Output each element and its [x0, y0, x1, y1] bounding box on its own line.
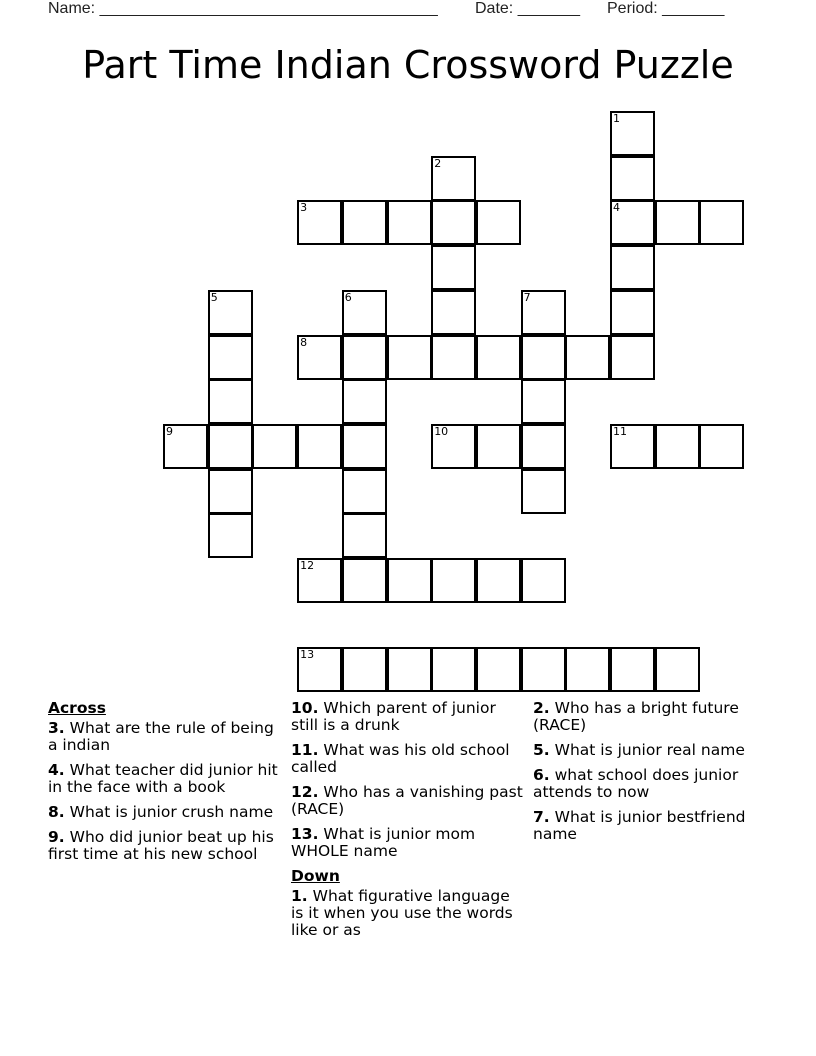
- across-heading: Across: [48, 699, 106, 717]
- grid-cell: [342, 647, 387, 692]
- grid-cell: [610, 245, 655, 290]
- clue-across-9: 9. Who did junior beat up his first time at his new school: [48, 828, 274, 863]
- clue-number: 10: [434, 424, 449, 438]
- grid-cell: [297, 200, 342, 245]
- grid-cell: [699, 424, 744, 469]
- grid-cell: [655, 200, 700, 245]
- grid-cell: [431, 335, 476, 380]
- grid-cell: [431, 558, 476, 603]
- clue-down-5: 5. What is junior real name: [533, 741, 745, 759]
- grid-cell: [387, 647, 432, 692]
- grid-cell: [342, 558, 387, 603]
- clue-down-1: 1. What figurative language is it when you use the words like or as: [291, 887, 513, 939]
- grid-cell: [431, 200, 476, 245]
- name-field-label: Name: ______________________________________: [48, 0, 438, 17]
- clue-number: 1: [613, 112, 620, 125]
- clues-column-1: [48, 700, 280, 871]
- clue-number: 9: [166, 424, 173, 438]
- grid-cell: [342, 469, 387, 514]
- grid-cell: [610, 335, 655, 380]
- clue-across-4: 4. What teacher did junior hit in the face with a book: [48, 761, 278, 796]
- date-field-label: Date: _______: [475, 0, 580, 17]
- grid-cell: [521, 469, 566, 514]
- grid-cell: [342, 200, 387, 245]
- clue-across-12: 12. Who has a vanishing past (RACE): [291, 783, 523, 818]
- grid-cell: [521, 647, 566, 692]
- clue-number: 6: [344, 290, 352, 304]
- clue-across-8: 8. What is junior crush name: [48, 803, 274, 821]
- grid-cell: [476, 647, 521, 692]
- clue-number: 13: [300, 648, 315, 662]
- grid-cell: [521, 290, 566, 335]
- grid-cell: [431, 245, 476, 290]
- grid-cell: [208, 335, 253, 380]
- grid-cell: [521, 335, 566, 380]
- clue-across-10: 10. Which parent of junior still is a drunk: [291, 699, 496, 734]
- grid-cell: [476, 424, 521, 469]
- grid-cell: [297, 335, 342, 380]
- grid-cell: [610, 156, 655, 201]
- grid-cell: [387, 558, 432, 603]
- grid-cell: [610, 290, 655, 335]
- grid-cell: [431, 647, 476, 692]
- grid-cell: [208, 290, 253, 335]
- clue-number: 2: [434, 156, 442, 170]
- grid-cell: [342, 335, 387, 380]
- clue-number: 8: [300, 335, 308, 349]
- grid-cell: [476, 335, 521, 380]
- clue-number: 5: [210, 290, 218, 304]
- grid-cell: [342, 424, 387, 469]
- grid-cell: [342, 513, 387, 558]
- clue-across-11: 11. What was his old school called: [291, 741, 510, 776]
- down-heading: Down: [291, 867, 340, 885]
- puzzle-title: Part Time Indian Crossword Puzzle: [82, 43, 734, 87]
- clue-number: 7: [523, 290, 531, 304]
- grid-cell: [387, 335, 432, 380]
- clue-down-7: 7. What is junior bestfriend name: [533, 808, 746, 843]
- grid-cell: [521, 379, 566, 424]
- grid-cell: [431, 290, 476, 335]
- clues-column-3: [533, 700, 773, 851]
- grid-cell: [431, 156, 476, 201]
- clues-column-2: [291, 700, 523, 947]
- grid-cell: [610, 647, 655, 692]
- grid-cell: [565, 335, 610, 380]
- clue-down-6: 6. what school does junior attends to now: [533, 766, 739, 801]
- clue-across-3: 3. What are the rule of being a indian: [48, 719, 274, 754]
- grid-cell: [208, 469, 253, 514]
- grid-cell: [252, 424, 297, 469]
- grid-cell: [610, 200, 655, 245]
- grid-cell: [655, 424, 700, 469]
- grid-cell: [521, 558, 566, 603]
- grid-cell: [476, 200, 521, 245]
- grid-cell: [208, 379, 253, 424]
- clue-number: 3: [300, 201, 308, 215]
- grid-cell: [342, 290, 387, 335]
- grid-cell: [610, 424, 655, 469]
- clue-number: 12: [300, 559, 315, 572]
- grid-cell: [297, 647, 342, 692]
- grid-cell: [342, 379, 387, 424]
- clue-number: 4: [613, 201, 620, 215]
- grid-cell: [431, 424, 476, 469]
- grid-cell: [163, 424, 208, 469]
- clue-across-13: 13. What is junior mom WHOLE name: [291, 825, 476, 860]
- clue-number: 11: [613, 424, 627, 438]
- grid-cell: [387, 200, 432, 245]
- grid-cell: [610, 111, 655, 156]
- period-field-label: Period: _______: [607, 0, 725, 17]
- grid-cell: [655, 647, 700, 692]
- grid-cell: [476, 558, 521, 603]
- grid-cell: [208, 424, 253, 469]
- clue-down-2: 2. Who has a bright future (RACE): [533, 699, 739, 734]
- grid-cell: [208, 513, 253, 558]
- grid-cell: [565, 647, 610, 692]
- grid-cell: [699, 200, 744, 245]
- grid-cell: [297, 424, 342, 469]
- grid-cell: [521, 424, 566, 469]
- grid-cell: [297, 558, 342, 603]
